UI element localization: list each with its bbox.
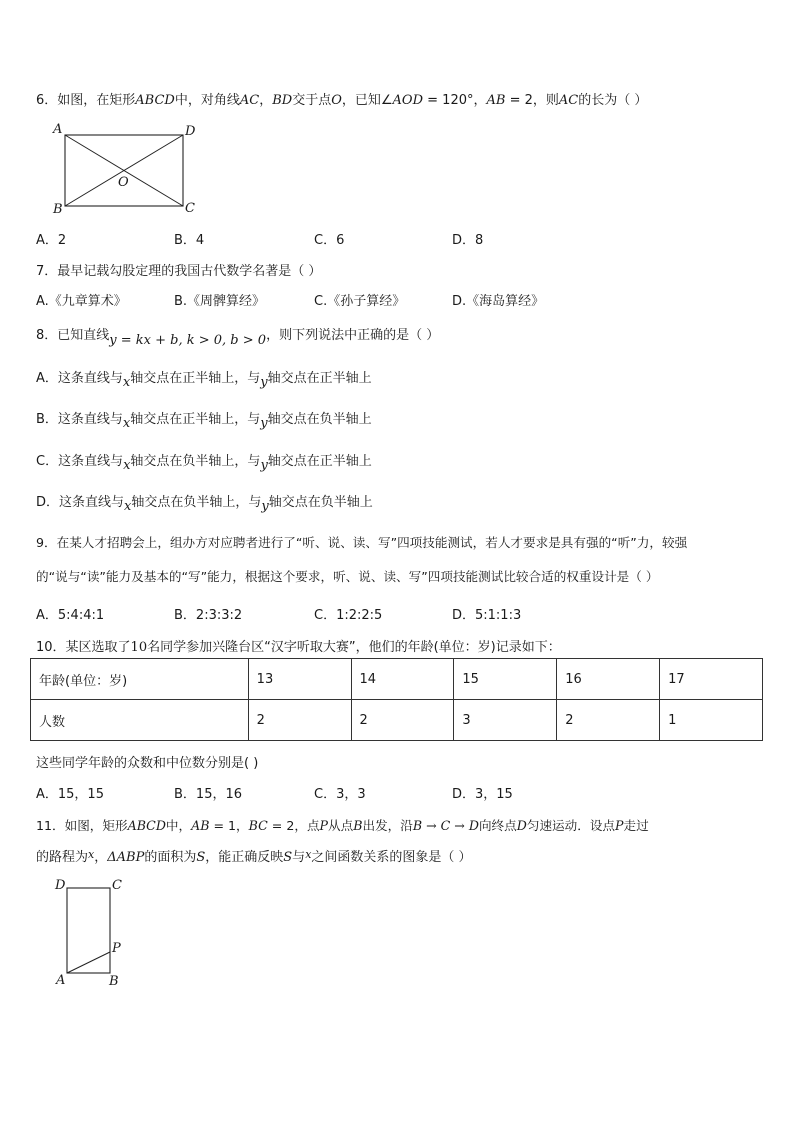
- q6-text: 的长为（ ）: [578, 93, 648, 108]
- q8-option-text: 轴交点在负半轴上: [268, 495, 373, 510]
- table-cell: 17: [660, 659, 763, 700]
- q6-text: ，则: [532, 93, 559, 108]
- q8-formula: y = kx + b, k > 0, b > 0: [109, 333, 267, 348]
- table-header-count: 人数: [31, 700, 249, 741]
- q8-option-d[interactable]: [36, 491, 373, 514]
- q11-x: x: [305, 848, 312, 861]
- q10-option-a[interactable]: A．15，15: [36, 787, 104, 802]
- q8-text: ，则下列说法中正确的是（ ）: [266, 328, 440, 343]
- q8-var-x: x: [122, 416, 131, 431]
- q7-options: [36, 290, 776, 308]
- label-a: A: [56, 973, 66, 988]
- q11-text: 11．如图，矩形: [36, 818, 128, 833]
- q11-text: ，: [94, 850, 108, 865]
- q11-text: ，点: [294, 818, 320, 833]
- q8-text: 8．已知直线: [36, 328, 110, 343]
- label-b: B: [109, 974, 119, 989]
- table-cell: 3: [454, 700, 557, 741]
- q8-var-x: x: [123, 458, 131, 473]
- q6-o: O: [331, 93, 342, 108]
- q8-option-b[interactable]: [36, 408, 372, 431]
- rectangle-abcd: [67, 888, 110, 973]
- q9-option-c[interactable]: C．1:2:2:5: [314, 608, 383, 623]
- table-cell: 2: [351, 700, 454, 741]
- table-cell: 2: [557, 700, 660, 741]
- q11-ab-value: = 1，: [209, 818, 249, 833]
- q7-option-a[interactable]: A.《九章算术》: [36, 294, 127, 309]
- table-cell: 2: [248, 700, 351, 741]
- q7-option-c[interactable]: C.《孙子算经》: [314, 294, 406, 309]
- q6-aod: AOD: [392, 93, 424, 108]
- label-p: P: [112, 941, 121, 956]
- q11-b: B: [353, 818, 363, 833]
- q11-text: 匀速运动．设点: [526, 818, 615, 833]
- table-cell: 16: [557, 659, 660, 700]
- q10-options: [36, 783, 776, 801]
- q6-text: 交于点: [292, 93, 332, 108]
- label-o: O: [118, 175, 129, 190]
- q9-stem-line1: 9．在某人才招聘会上，组办方对应聘者进行了“听、说、读、写”四项技能测试，若人才要求是具有强的“听”力，较强: [36, 535, 688, 550]
- table-row: [31, 700, 763, 741]
- q6-option-d[interactable]: D．8: [452, 233, 484, 248]
- q6-stem: [36, 89, 647, 108]
- q11-rect-name: ABCD: [127, 818, 166, 833]
- q6-option-a[interactable]: A．2: [36, 233, 67, 248]
- q6-angle-value: = 120°: [423, 93, 474, 108]
- q11-ab: AB: [191, 818, 210, 833]
- q6-text: ，: [259, 93, 273, 108]
- q8-option-text: 轴交点在正半轴上: [267, 371, 372, 386]
- q11-text: ，能正确反映: [205, 850, 284, 865]
- label-d: D: [185, 124, 196, 139]
- q8-var-y: y: [260, 375, 268, 390]
- table-row: [31, 659, 763, 700]
- q6-rectangle-figure: [48, 120, 208, 220]
- q11-text: 从点: [328, 818, 354, 833]
- q8-option-text: A．这条直线与: [36, 371, 123, 386]
- q11-text: 向终点: [478, 818, 517, 833]
- segment-ap: [67, 952, 110, 973]
- q11-text: 之间函数关系的图象是（ ）: [311, 850, 472, 865]
- q9-option-a[interactable]: A．5:4:4:1: [36, 608, 105, 623]
- q11-bc: BC: [248, 818, 268, 833]
- q6-option-b[interactable]: B．4: [174, 233, 205, 248]
- q6-rect-name: ABCD: [135, 93, 175, 108]
- table-cell: 15: [454, 659, 557, 700]
- q11-x: x: [88, 848, 95, 861]
- q8-option-text: 轴交点在负半轴上，与: [131, 495, 262, 510]
- q8-option-text: 轴交点在正半轴上，与: [130, 371, 261, 386]
- q10-count: 10: [130, 640, 148, 655]
- q11-text: 的路程为: [36, 850, 89, 865]
- q8-option-text: D．这条直线与: [36, 495, 125, 510]
- q6-text: ，已知∠: [341, 93, 393, 108]
- label-b: B: [53, 202, 63, 217]
- q8-option-text: B．这条直线与: [36, 412, 123, 427]
- q9-stem-line2: 的“说与“读”能力及基本的“写”能力，根据这个要求，听、说、读、写”四项技能测试比较合适的权重设计是（ ）: [36, 569, 659, 584]
- q11-text: 中，: [165, 818, 192, 833]
- q6-text: ，: [473, 93, 487, 108]
- table-cell: 1: [660, 700, 763, 741]
- q6-options: [36, 229, 776, 247]
- q11-bc-value: = 2: [267, 818, 295, 833]
- q6-option-c[interactable]: C．6: [314, 233, 345, 248]
- q11-text: 与: [292, 850, 306, 865]
- q6-text: 中，对角线: [174, 93, 240, 108]
- q8-var-x: x: [124, 499, 132, 514]
- q8-var-y: y: [261, 499, 269, 514]
- q9-option-b[interactable]: B．2:3:3:2: [174, 608, 243, 623]
- q8-option-text: 轴交点在正半轴上: [267, 454, 372, 469]
- q10-option-b[interactable]: B．15，16: [174, 787, 243, 802]
- q8-option-text: 轴交点在负半轴上: [267, 412, 372, 427]
- q11-text: 走过: [623, 818, 649, 833]
- q11-stem-line1: [36, 815, 649, 834]
- q9-options: [36, 604, 776, 622]
- q6-ac: AC: [239, 93, 260, 108]
- q10-question: 这些同学年龄的众数和中位数分别是( ): [36, 756, 259, 771]
- q7-stem: 7．最早记载勾股定理的我国古代数学名著是（ ）: [36, 264, 322, 279]
- q11-stem-line2: [36, 846, 472, 865]
- q11-s: S: [196, 850, 206, 865]
- q8-var-x: x: [122, 375, 131, 390]
- q8-option-a[interactable]: [36, 367, 372, 390]
- q10-option-d[interactable]: D．3，15: [452, 787, 513, 802]
- table-cell: 14: [351, 659, 454, 700]
- q6-text: 6．如图，在矩形: [36, 93, 136, 108]
- q11-d: D: [516, 818, 527, 833]
- q11-s: S: [283, 850, 293, 865]
- q8-var-y: y: [260, 416, 268, 431]
- q8-option-text: 轴交点在正半轴上，与: [130, 412, 261, 427]
- q10-text: 名同学参加兴隆台区“汉字听取大赛”，他们的年龄(单位：岁)记录如下：: [147, 640, 561, 655]
- q10-stem: [36, 636, 561, 655]
- q8-option-text: C．这条直线与: [36, 454, 124, 469]
- table-header-age: 年龄(单位：岁): [31, 659, 249, 700]
- q6-bd: BD: [272, 93, 293, 108]
- q6-ac: AC: [558, 93, 579, 108]
- label-a: A: [53, 122, 63, 137]
- q7-option-d[interactable]: D.《海岛算经》: [452, 294, 545, 309]
- q8-option-text: 轴交点在负半轴上，与: [130, 454, 261, 469]
- q8-var-y: y: [260, 458, 268, 473]
- q11-path: B → C → D: [412, 818, 479, 833]
- q11-p: P: [319, 818, 329, 833]
- q10-option-c[interactable]: C．3，3: [314, 787, 366, 802]
- q6-ab-value: = 2: [505, 93, 533, 108]
- q10-age-table: [30, 658, 763, 741]
- q9-option-d[interactable]: D．5:1:1:3: [452, 608, 522, 623]
- q11-triangle: ΔABP: [107, 850, 145, 865]
- label-c: C: [185, 201, 195, 216]
- q6-ab: AB: [486, 93, 506, 108]
- q11-p: P: [615, 818, 624, 833]
- q7-option-b[interactable]: B.《周髀算经》: [174, 294, 266, 309]
- q11-text: 的面积为: [144, 850, 197, 865]
- label-d: D: [55, 878, 66, 893]
- q8-stem: [36, 324, 440, 348]
- q11-rectangle-figure: [50, 872, 140, 992]
- q10-text: 10．某区选取了: [36, 640, 131, 655]
- q8-option-c[interactable]: [36, 450, 372, 473]
- table-cell: 13: [248, 659, 351, 700]
- label-c: C: [112, 878, 122, 893]
- q11-text: 出发，沿: [362, 818, 413, 833]
